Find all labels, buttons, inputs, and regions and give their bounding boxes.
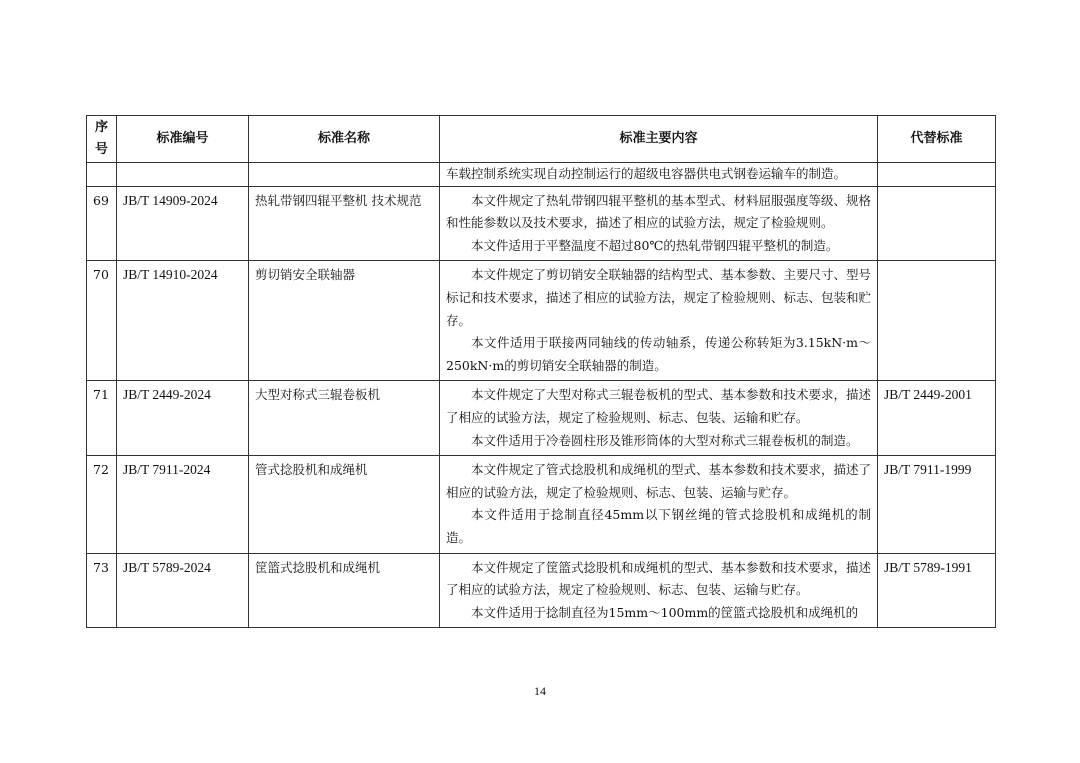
header-content: 标准主要内容 xyxy=(440,116,878,163)
row-content: 本文件规定了管式捻股机和成绳机的型式、基本参数和技术要求，描述了相应的试验方法，规定了检验规则、标志、包装、运输与贮存。 本文件适用于捻制直径45mm以下钢丝绳的管式捻股机和成绳机的制造。 xyxy=(440,456,878,553)
row-code: JB/T 7911-2024 xyxy=(117,456,249,553)
row-name: 剪切销安全联轴器 xyxy=(249,261,440,381)
row-content: 本文件规定了热轧带钢四辊平整机的基本型式、材料屈服强度等级、规格和性能参数以及技术要求，描述了相应的试验方法，规定了检验规则。 本文件适用于平整温度不超过80℃的热轧带钢四辊平整机的制造。 xyxy=(440,186,878,261)
table-row xyxy=(87,553,996,628)
row-name: 大型对称式三辊卷板机 xyxy=(249,381,440,456)
row-content: 本文件规定了剪切销安全联轴器的结构型式、基本参数、主要尺寸、型号标记和技术要求，描述了相应的试验方法，规定了检验规则、标志、包装和贮存。 本文件适用于联接两同轴线的传动轴系，传递公称转矩为3.15kN·m～250kN·m的剪切销安全联轴器的制造。 xyxy=(440,261,878,381)
table-row xyxy=(87,381,996,456)
row-seq: 69 xyxy=(87,186,117,261)
row-code: JB/T 2449-2024 xyxy=(117,381,249,456)
row-replaced xyxy=(878,186,996,261)
header-seq: 序号 xyxy=(87,116,117,163)
row-seq: 73 xyxy=(87,553,117,628)
row-seq: 70 xyxy=(87,261,117,381)
row-seq: 72 xyxy=(87,456,117,553)
row-replaced: JB/T 5789-1991 xyxy=(878,553,996,628)
row-name: 管式捻股机和成绳机 xyxy=(249,456,440,553)
row-content: 本文件规定了大型对称式三辊卷板机的型式、基本参数和技术要求，描述了相应的试验方法，规定了检验规则、标志、包装、运输和贮存。 本文件适用于冷卷圆柱形及锥形筒体的大型对称式三辊卷板机的制造。 xyxy=(440,381,878,456)
row-replaced: JB/T 7911-1999 xyxy=(878,456,996,553)
header-code: 标准编号 xyxy=(117,116,249,163)
row-content: 本文件规定了筐篮式捻股机和成绳机的型式、基本参数和技术要求，描述了相应的试验方法，规定了检验规则、标志、包装、运输与贮存。 本文件适用于捻制直径为15mm～100mm的筐篮式捻股机和成绳机的 xyxy=(440,553,878,628)
row-seq: 71 xyxy=(87,381,117,456)
row-replaced: JB/T 2449-2001 xyxy=(878,381,996,456)
row-code: JB/T 14909-2024 xyxy=(117,186,249,261)
row-code: JB/T 14910-2024 xyxy=(117,261,249,381)
table-row xyxy=(87,186,996,261)
standards-table xyxy=(86,115,996,628)
row-replaced xyxy=(878,261,996,381)
continuation-row xyxy=(87,163,996,187)
header-replaced: 代替标准 xyxy=(878,116,996,163)
page-number: 14 xyxy=(534,684,546,698)
table-row xyxy=(87,456,996,553)
continuation-text: 车载控制系统实现自动控制运行的超级电容器供电式钢卷运输车的制造。 xyxy=(440,163,878,187)
header-name: 标准名称 xyxy=(249,116,440,163)
row-code: JB/T 5789-2024 xyxy=(117,553,249,628)
row-name: 热轧带钢四辊平整机 技术规范 xyxy=(249,186,440,261)
table-row xyxy=(87,261,996,381)
row-name: 筐篮式捻股机和成绳机 xyxy=(249,553,440,628)
table-header-row xyxy=(87,116,996,163)
